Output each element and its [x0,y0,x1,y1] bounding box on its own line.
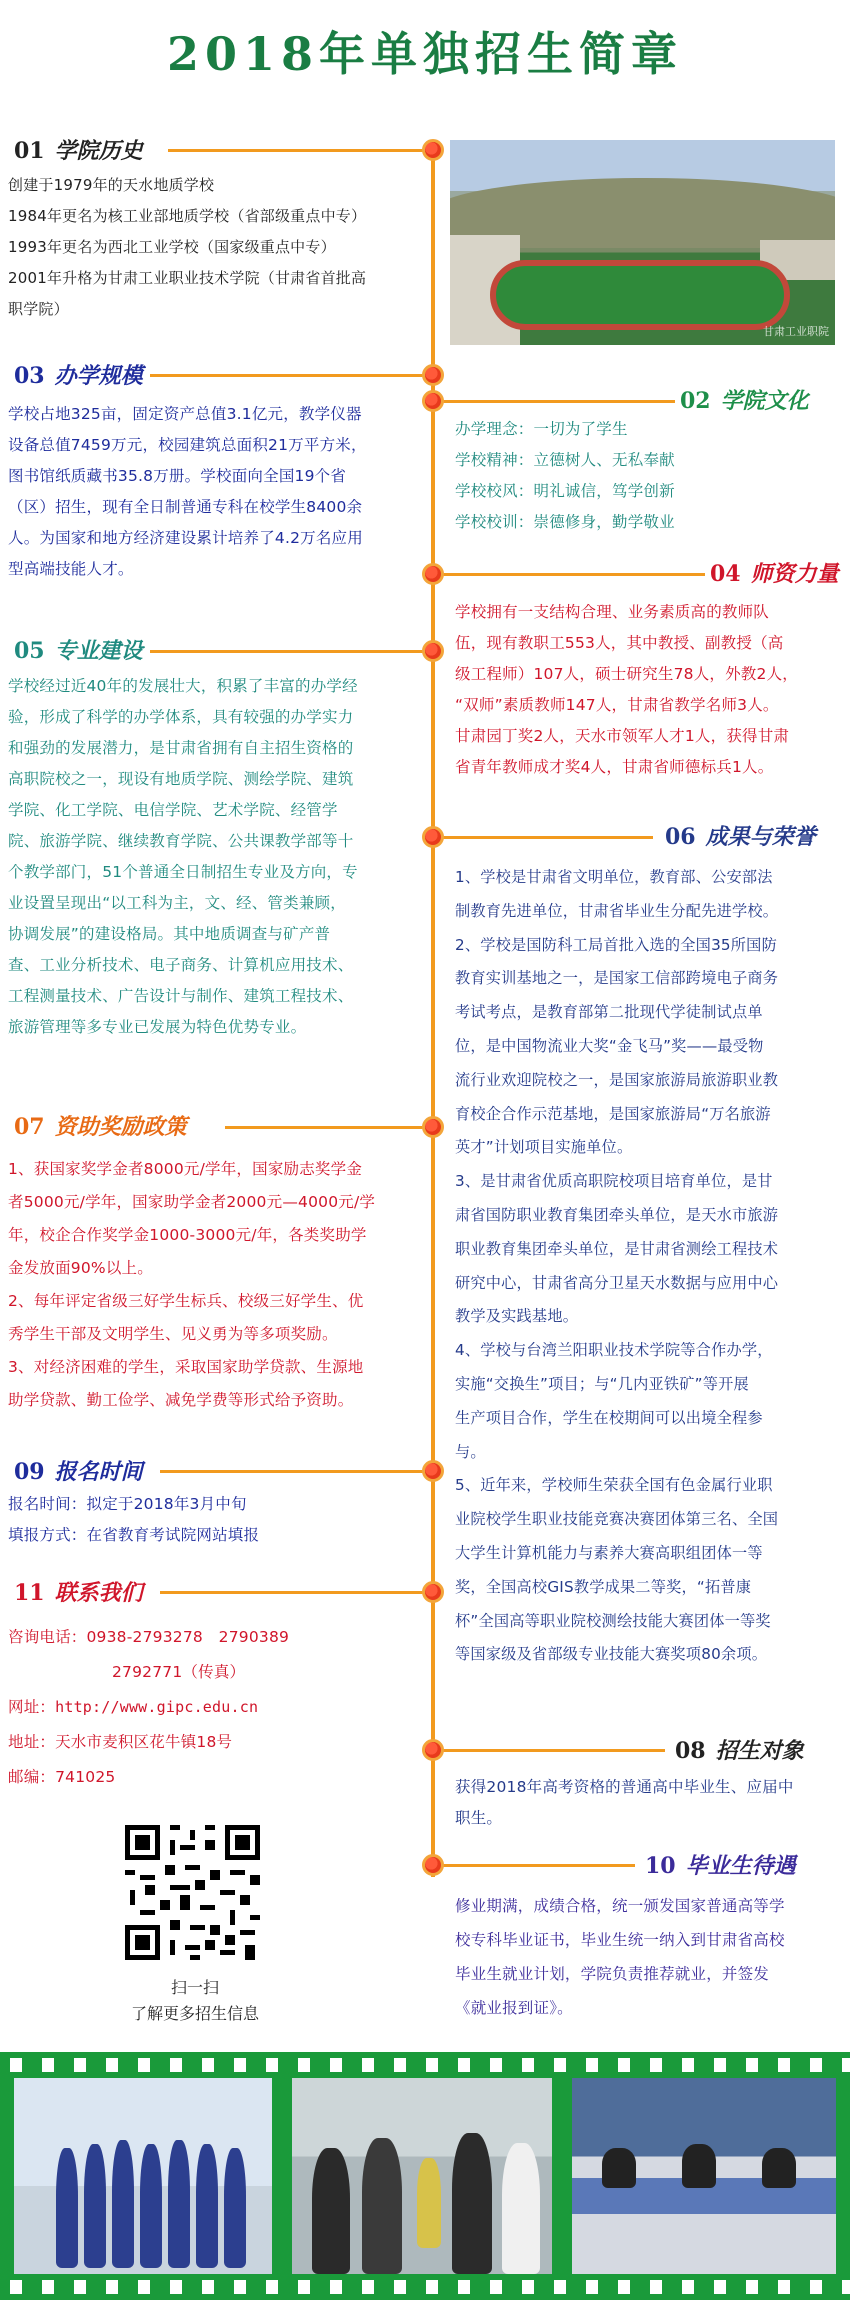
majors-line: 高职院校之一，现设有地质学院、测绘学院、建筑 [8,770,354,788]
timeline-dot [422,364,444,386]
achievements-line: 位，是中国物流业大奖“金飞马”奖——最受物 [455,1036,764,1055]
connector-01 [168,149,432,152]
connector-10 [435,1864,635,1867]
section-title-achievements [665,820,816,851]
scale-line: （区）招生，现有全日制普通专科在校学生8400余 [8,498,363,516]
timeline-dot [422,826,444,848]
history-line: 2001年升格为甘肃工业职业技术学院（甘肃省首批高 [8,269,367,287]
section-number: 01 [14,138,45,164]
contact-website [8,1690,423,1725]
section-heading: 资助奖励政策 [54,1114,187,1140]
section-heading: 办学规模 [54,363,143,389]
majors-text [8,671,423,1043]
connector-02 [435,400,675,403]
achievements-line: 教学及实践基地。 [455,1307,579,1326]
connector-07 [225,1126,432,1129]
website-link[interactable]: http://www.gipc.edu.cn [55,1698,259,1716]
timeline-dot [422,1581,444,1603]
achievements-line: 研究中心，甘肃省高分卫星天水数据与应用中心 [455,1273,779,1292]
majors-line: 工程测量技术、广告设计与制作、建筑工程技术、 [8,987,354,1005]
target-text [455,1772,840,1834]
section-heading: 招生对象 [715,1738,804,1764]
photo-strip [0,2052,850,2300]
contact-phone: 咨询电话：0938-2793278 2790389 [8,1628,290,1646]
connector-06 [435,836,653,839]
target-line: 职生。 [455,1809,503,1827]
aid-line: 秀学生干部及文明学生、见义勇为等多项奖励。 [8,1325,338,1343]
scale-text [8,399,423,585]
achievements-line: 业院校学生职业技能竞赛决赛团体第三名、全国 [455,1510,779,1529]
history-line: 1993年更名为西北工业学校（国家级重点中专） [8,238,336,256]
aid-line: 助学贷款、勤工俭学、减免学费等形式给予资助。 [8,1391,354,1409]
section-number: 04 [710,561,741,587]
achievements-text [455,861,840,1672]
achievements-line: 英才”计划项目实施单位。 [455,1138,633,1157]
achievements-line: 教育实训基地之一，是国家工信部跨境电子商务 [455,969,779,988]
registration-line: 报名时间：拟定于2018年3月中旬 [8,1495,247,1513]
achievements-line: 杯”全国高等职业院校测绘技能大赛团体一等奖 [455,1611,771,1630]
timeline-dot [422,640,444,662]
history-line: 职学院） [8,300,69,318]
contact-address: 地址：天水市麦积区花牛镇18号 [8,1733,233,1751]
majors-line: 查、工业分析技术、电子商务、计算机应用技术、 [8,956,354,974]
section-title-contact [14,1576,143,1607]
connector-09 [160,1470,432,1473]
film-holes [0,2058,850,2072]
aid-line: 年，校企合作奖学金1000-3000元/年，各类奖助学 [8,1226,367,1244]
section-title-culture [680,384,809,415]
section-number: 09 [14,1459,45,1485]
section-title-scale [14,359,143,390]
section-heading: 报名时间 [54,1459,143,1485]
connector-05 [150,650,432,653]
section-title-history [14,134,143,165]
qr-caption-sub: 了解更多招生信息 [130,2004,259,2023]
photo-watermark: 甘肃工业职院 [763,325,829,338]
majors-line: 验，形成了科学的办学体系，具有较强的办学实力 [8,708,354,726]
section-heading: 成果与荣誉 [705,824,816,850]
connector-03 [150,374,432,377]
scale-line: 图书馆纸质藏书35.8万册。学校面向全国19个省 [8,467,347,485]
faculty-line: 级工程师）107人，硕士研究生78人，外教2人， [455,665,798,683]
page-title: 2018年单独招生简章 [166,27,684,81]
section-number: 10 [645,1853,676,1879]
campus-photo [450,140,835,345]
employment-line: 校专科毕业证书，毕业生统一纳入到甘肃省高校 [455,1931,785,1949]
aid-line: 者5000元/学年，国家助学金者2000元—4000元/学 [8,1193,376,1211]
culture-text [455,414,835,538]
qr-code-icon [120,1820,265,1965]
photo-signing-ceremony [572,2078,836,2274]
achievements-line: 与。 [455,1442,486,1461]
connector-04 [435,573,705,576]
faculty-line: “双师”素质教师147人，甘肃省教学名师3人。 [455,696,779,714]
photo-surveying [292,2078,552,2274]
timeline-dot [422,390,444,412]
photo-attendants [14,2078,272,2274]
section-number: 08 [675,1738,706,1764]
section-title-aid [14,1110,187,1141]
aid-line: 1、获国家奖学金者8000元/学年，国家励志奖学金 [8,1160,363,1178]
culture-line: 学校校风：明礼诚信，笃学创新 [455,482,675,500]
timeline-dot [422,563,444,585]
faculty-line: 省青年教师成才奖4人，甘肃省师德标兵1人。 [455,758,774,776]
achievements-line: 职业教育集团牵头单位，是甘肃省测绘工程技术 [455,1239,779,1258]
history-line: 1984年更名为核工业部地质学校（省部级重点中专） [8,207,367,225]
connector-11 [160,1591,432,1594]
majors-line: 个教学部门，51个普通全日制招生专业及方向，专 [8,863,358,881]
achievements-line: 考试考点，是教育部第二批现代学徒制试点单 [455,1003,763,1022]
employment-line: 修业期满，成绩合格，统一颁发国家普通高等学 [455,1897,785,1915]
section-number: 07 [14,1114,45,1140]
aid-line: 2、每年评定省级三好学生标兵、校级三好学生、优 [8,1292,364,1310]
connector-08 [435,1749,665,1752]
majors-line: 院、旅游学院、继续教育学院、公共课教学部等十 [8,832,354,850]
achievements-line: 制教育先进单位，甘肃省毕业生分配先进学校。 [455,901,779,920]
faculty-text [455,597,840,783]
timeline-dot [422,1739,444,1761]
contact-postcode: 邮编：741025 [8,1768,116,1786]
timeline-dot [422,1116,444,1138]
majors-line: 业设置呈现出“以工科为主，文、经、管类兼顾， [8,894,346,912]
majors-line: 和强劲的发展潜力，是甘肃省拥有自主招生资格的 [8,739,354,757]
scale-line: 设备总值7459万元，校园建筑总面积21万平方米， [8,436,367,454]
section-number: 03 [14,363,45,389]
majors-line: 协调发展”的建设格局。其中地质调查与矿产普 [8,925,331,943]
culture-line: 学校校训：崇德修身，勤学敬业 [455,513,675,531]
majors-line: 学校经过近40年的发展壮大，积累了丰富的办学经 [8,677,358,695]
aid-line: 3、对经济困难的学生，采取国家助学贷款、生源地 [8,1358,364,1376]
section-number: 02 [680,388,711,414]
achievements-line: 实施“交换生”项目；与“几内亚铁矿”等开展 [455,1374,749,1393]
achievements-line: 5、近年来，学校师生荣获全国有色金属行业职 [455,1476,773,1495]
achievements-line: 肃省国防职业教育集团牵头单位，是天水市旅游 [455,1205,779,1224]
achievements-line: 1、学校是甘肃省文明单位，教育部、公安部法 [455,868,773,886]
history-line: 创建于1979年的天水地质学校 [8,176,215,194]
contact-fax: 2792771（传真） [112,1663,246,1681]
majors-line: 旅游管理等多专业已发展为特色优势专业。 [8,1018,307,1036]
section-title-target [675,1734,804,1765]
employment-text [455,1889,840,2025]
section-title-employment [645,1849,796,1880]
employment-line: 《就业报到证》。 [455,1999,573,2017]
section-title-registration [14,1455,143,1486]
scale-line: 人。为国家和地方经济建设累计培养了4.2万名应用 [8,529,363,547]
employment-line: 毕业生就业计划，学院负责推荐就业，并签发 [455,1965,770,1983]
achievements-line: 3、是甘肃省优质高职院校项目培育单位，是甘 [455,1172,773,1191]
achievements-line: 大学生计算机能力与素养大赛高职组团体一等 [455,1543,763,1562]
aid-line: 金发放面90%以上。 [8,1259,153,1277]
section-number: 05 [14,638,45,664]
website-label: 网址： [8,1698,56,1716]
registration-line: 填报方式：在省教育考试院网站填报 [8,1526,260,1544]
section-number: 11 [14,1580,45,1606]
section-heading: 专业建设 [54,638,143,664]
scale-line: 学校占地325亩，固定资产总值3.1亿元，教学仪器 [8,405,362,423]
registration-text [8,1489,423,1551]
achievements-line: 流行业欢迎院校之一，是国家旅游局旅游职业教 [455,1070,779,1089]
achievements-line: 育校企合作示范基地，是国家旅游局“万名旅游 [455,1104,771,1123]
achievements-line: 奖，全国高校GIS教学成果二等奖，“拓普康 [455,1577,752,1596]
section-title-majors [14,634,143,665]
qr-code[interactable] [120,1820,265,1965]
contact-text [8,1620,423,1795]
qr-caption: 扫一扫 [170,1978,219,1997]
section-heading: 师资力量 [750,561,839,587]
aid-text [8,1153,423,1417]
section-heading: 学院历史 [54,138,143,164]
section-heading: 毕业生待遇 [685,1853,796,1879]
timeline-dot [422,139,444,161]
culture-line: 学校精神：立德树人、无私奉献 [455,451,675,469]
target-line: 获得2018年高考资格的普通高中毕业生、应届中 [455,1778,794,1796]
achievements-line: 生产项目合作，学生在校期间可以出境全程参 [455,1408,763,1427]
achievements-line: 2、学校是国防科工局首批入选的全国35所国防 [455,935,777,954]
section-heading: 学院文化 [720,388,809,414]
history-text [8,170,423,325]
film-holes [0,2280,850,2294]
achievements-line: 等国家级及省部级专业技能大赛奖项80余项。 [455,1645,768,1664]
section-title-faculty [710,557,839,588]
faculty-line: 伍，现有教职工553人，其中教授、副教授（高 [455,634,784,652]
faculty-line: 甘肃园丁奖2人，天水市领军人才1人，获得甘肃 [455,727,790,745]
section-number: 06 [665,824,696,850]
majors-line: 学院、化工学院、电信学院、艺术学院、经管学 [8,801,338,819]
achievements-line: 4、学校与台湾兰阳职业技术学院等合作办学， [455,1341,773,1360]
culture-line: 办学理念：一切为了学生 [455,420,628,438]
timeline-dot [422,1854,444,1876]
timeline-dot [422,1460,444,1482]
section-heading: 联系我们 [54,1580,143,1606]
scale-line: 型高端技能人才。 [8,560,134,578]
faculty-line: 学校拥有一支结构合理、业务素质高的教师队 [455,603,770,621]
